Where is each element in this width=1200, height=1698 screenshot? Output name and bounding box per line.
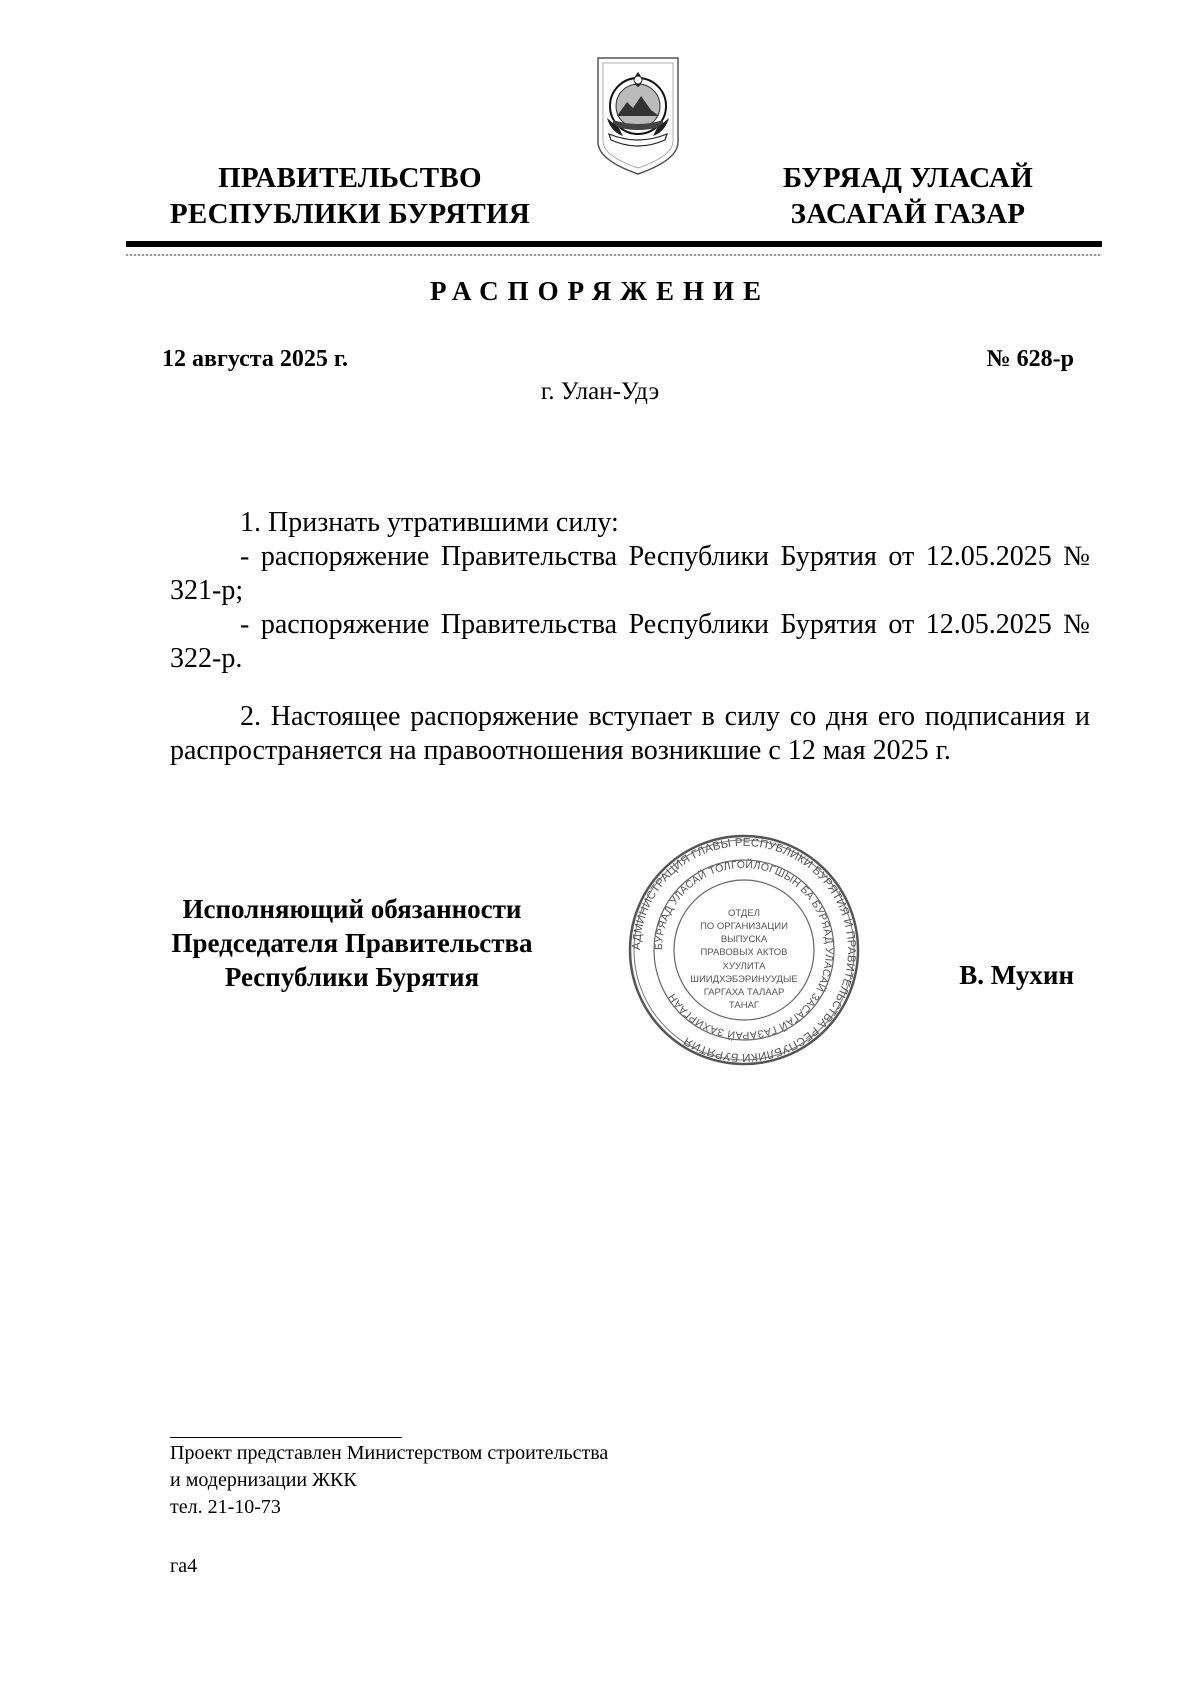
footer-note xyxy=(170,1440,870,1521)
document-city: г. Улан-Удэ xyxy=(540,378,660,405)
paragraph-1 xyxy=(170,506,1090,676)
header-rule-thin xyxy=(126,254,1102,256)
signatory-title-line2: Председателя Правительства xyxy=(171,928,533,958)
seal-center-line: ХУУЛИТА xyxy=(722,961,766,972)
paragraph-2: 2. Настоящее распоряжение вступает в силу со дня его подписания и распространяется на правоотношения возникшие с 12 мая 2025 г. xyxy=(170,701,1090,766)
footer-code: га4 xyxy=(170,1555,198,1577)
seal-center-line: ВЫПУСКА xyxy=(720,934,768,945)
footer-rule xyxy=(170,1437,402,1438)
paragraph-1-item-1: - распоряжение Правительства Республики Бурятия от 12.05.2025 № 321-р; xyxy=(170,541,1090,606)
document-date: 12 августа 2025 г. xyxy=(162,346,349,372)
seal-center-line: ШИИДХЭБЭРИНУУДЫЕ xyxy=(690,974,798,985)
seal-center-line: ГАРГАХА ТАЛААР xyxy=(703,987,785,998)
paragraph-1-item-2: - распоряжение Правительства Республики Бурятия от 12.05.2025 № 322-р. xyxy=(170,609,1090,674)
header-right-line2: ЗАСАГАЙ ГАЗАР xyxy=(790,198,1026,230)
header-left xyxy=(160,160,540,232)
header-right-line1: БУРЯАД УЛАСАЙ xyxy=(782,162,1034,194)
coat-of-arms-icon xyxy=(595,56,681,176)
paragraph-1-intro: 1. Признать утратившими силу: xyxy=(240,507,619,538)
seal-inner-text: БУРЯАД УЛАСАЙ ТОЛГОЙЛОГШЫН БА БУРЯАД УЛАСАЙ ЗАСАГАЙ ГАЗАРАЙ ЗАХИРГААН xyxy=(652,858,836,1042)
signatory-title xyxy=(152,892,552,994)
header-rule-thick xyxy=(126,241,1102,247)
signatory-title-line1: Исполняющий обязанности xyxy=(182,894,522,924)
signatory-name: В. Мухин xyxy=(959,960,1074,990)
official-seal-stamp xyxy=(627,833,861,1067)
footer-line-1: Проект представлен Министерством строительства xyxy=(170,1442,609,1464)
signatory-title-line3: Республики Бурятия xyxy=(224,962,480,992)
header-right xyxy=(748,160,1068,232)
seal-center-line: ТАНАГ xyxy=(728,1000,760,1011)
seal-outer-text: АДМИНИСТРАЦИЯ ГЛАВЫ РЕСПУБЛИКИ БУРЯТИЯ И ПРАВИТЕЛЬСТВА РЕСПУБЛИКИ БУРЯТИЯ xyxy=(630,836,858,1064)
document-number: № 628-р xyxy=(986,346,1074,372)
header-left-line1: ПРАВИТЕЛЬСТВО xyxy=(218,162,482,194)
seal-center-line: ПО ОРГАНИЗАЦИИ xyxy=(700,921,788,932)
footer-phone: тел. 21-10-73 xyxy=(170,1496,281,1518)
footer-line-2: и модернизации ЖКК xyxy=(170,1469,357,1491)
document-title: РАСПОРЯЖЕНИЕ xyxy=(429,276,771,306)
seal-center-line: ПРАВОВЫХ АКТОВ xyxy=(700,947,788,958)
seal-center-line: ОТДЕЛ xyxy=(728,908,760,919)
header-left-line2: РЕСПУБЛИКИ БУРЯТИЯ xyxy=(169,198,531,230)
